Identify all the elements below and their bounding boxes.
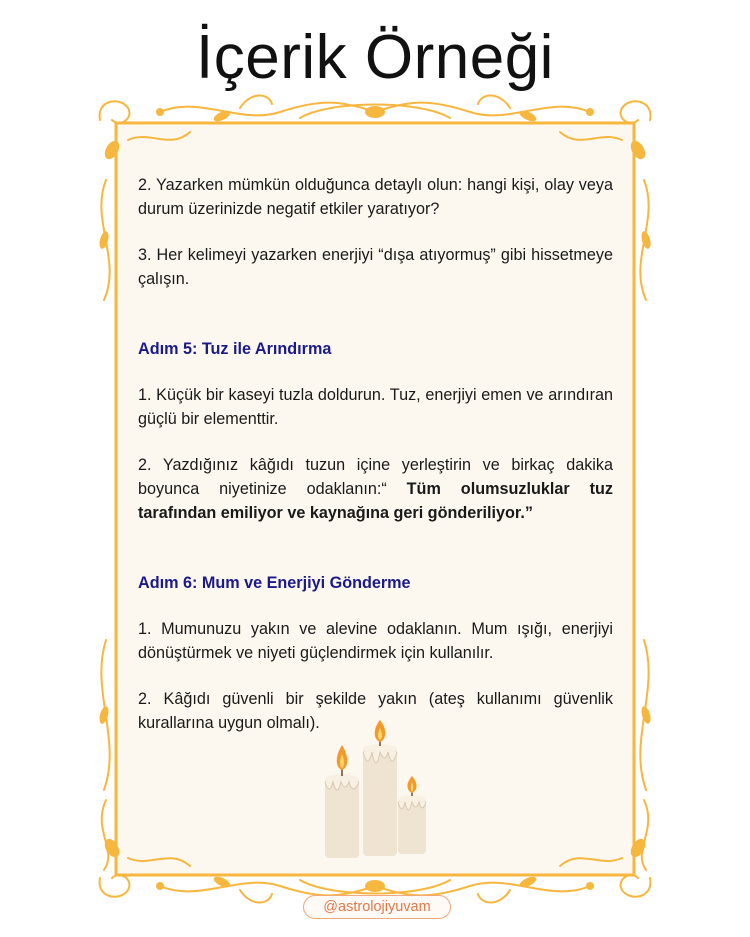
heading-step5: Adım 5: Tuz ile Arındırma [138, 340, 332, 358]
salt-item1: 1. Küçük bir kaseyi tuzla doldurun. Tuz, enerjiyi emen ve arındıran güçlü bir elementtir. [138, 386, 613, 428]
salt-item2 [138, 453, 613, 525]
page-title: İçerik Örneği [196, 23, 554, 92]
step2-write-detail: 2. Yazarken mümkün olduğunca detaylı olun: hangi kişi, olay veya durum üzerinizde negatif etkiler yaratıyor? [138, 176, 613, 218]
candle-item2: 2. Kâğıdı güvenli bir şekilde yakın (ateş kullanımı güvenlik kurallarına uygun olmalı). [138, 690, 613, 732]
footer-handle-badge[interactable]: @astrolojiyuvam [303, 895, 451, 919]
content-body [138, 173, 613, 735]
salt-item2-text: 2. Yazdığınız kâğıdı tuzun içine yerleştirin ve birkaç dakika boyunca niyetinize odaklanın:“ [138, 456, 613, 498]
step3-write-energy: 3. Her kelimeyi yazarken enerjiyi “dışa atıyormuş” gibi hissetmeye çalışın. [138, 246, 613, 288]
heading-step6: Adım 6: Mum ve Enerjiyi Gönderme [138, 574, 411, 592]
salt-item2-affirmation: Tüm olumsuzluklar tuz tarafından emiliyor ve kaynağına geri gönderiliyor.” [138, 480, 613, 522]
candle-item1: 1. Mumunuzu yakın ve alevine odaklanın. Mum ışığı, enerjiyi dönüştürmek ve niyeti güçlendirmek için kullanılır. [138, 620, 613, 662]
